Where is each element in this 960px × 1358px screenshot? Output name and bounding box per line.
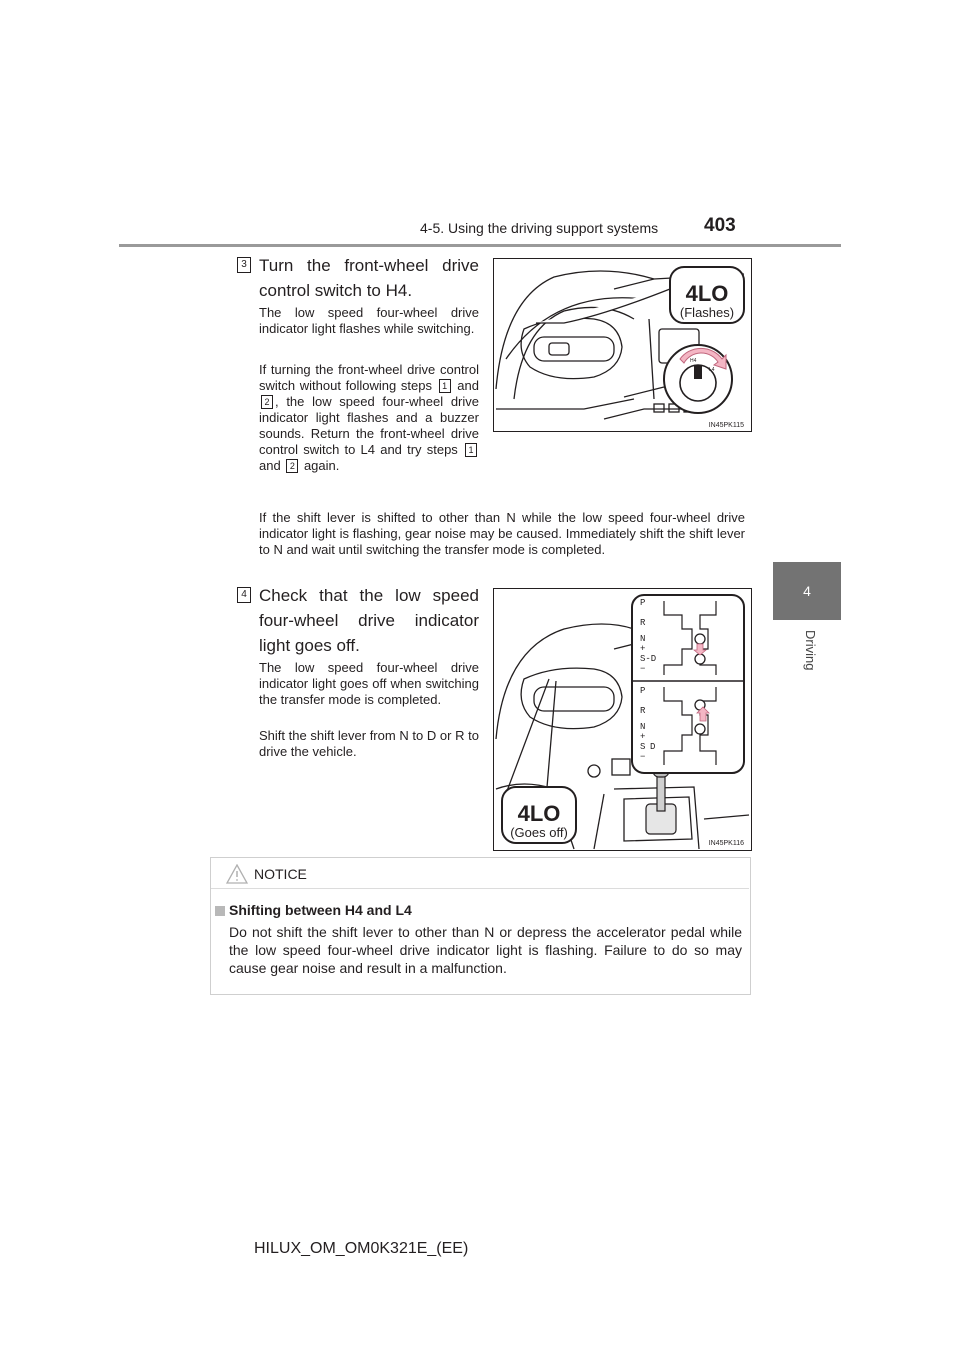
callout-4lo-goes-off: 4LO (517, 801, 561, 826)
gate-upper-p: P (640, 598, 646, 608)
gate-lower-p: P (640, 686, 646, 696)
and-word-b: and (259, 458, 281, 473)
dashboard-switch-illustration (494, 259, 751, 431)
section-title: 4-5. Using the driving support systems (420, 220, 659, 236)
notice-body: Do not shift the shift lever to other than N or depress the accelerator pedal while the low speed four-wheel drive indicator light is flashing. Failure to do so may cause gear noise and result in a malfunction. (229, 924, 742, 976)
step-3-note-2 (259, 362, 479, 474)
step-4-note-1: The low speed four-wheel drive indicator light goes off when switching the transfer mode is completed. (259, 660, 479, 707)
gate-lower-r: R (640, 706, 646, 716)
callout-goes-off-label: (Goes off) (510, 825, 568, 840)
callout-4lo-flashes: 4LO (685, 281, 729, 306)
step-3-note-2-c: again. (303, 458, 340, 473)
step-ref-1b: 1 (465, 443, 477, 457)
warning-triangle-icon (226, 864, 248, 889)
chapter-tab-label: Driving (803, 630, 818, 671)
footer-doc-code: HILUX_OM_OM0K321E_(EE) (254, 1240, 469, 1257)
header-divider (119, 244, 841, 247)
step-ref-1: 1 (439, 379, 451, 393)
step-4-note-2: Shift the shift lever from N to D or R to drive the vehicle. (259, 728, 479, 759)
shift-lever-illustration (494, 589, 751, 850)
step-ref-2b: 2 (286, 459, 298, 473)
figure-1-code: IN45PK115 (708, 422, 744, 429)
chapter-tab[interactable]: 4 (773, 562, 841, 620)
gate-upper-sd: S-D (640, 654, 657, 664)
step-4-title: Check that the low speed four-wheel drive indicator light goes off. (259, 586, 479, 655)
switch-label-l4: L4 (709, 367, 715, 373)
step-3-note-2-b: , the low speed four-wheel drive indicator light flashes and a buzzer sounds. Return the front-wheel drive control switch to L4 and try steps (259, 394, 479, 457)
gate-upper-plus: + (640, 644, 646, 654)
gate-lower-n: N (640, 722, 646, 732)
notice-subtitle: Shifting between H4 and L4 (229, 902, 412, 918)
step-ref-2: 2 (261, 395, 273, 409)
shift-gate-zoom (632, 595, 744, 773)
notice-divider (211, 888, 749, 889)
step-3-title: Turn the front-wheel drive control switch to H4. (259, 256, 479, 300)
callout-flashes-label: (Flashes) (679, 305, 735, 320)
step-3-marker: 3 (237, 257, 251, 273)
gate-upper-n: N (640, 634, 646, 644)
figure-dashboard-switch (493, 258, 752, 432)
step-3-note-2-a: If turning the front-wheel drive control switch without following steps (259, 362, 479, 393)
figure-2-code: IN45PK116 (708, 840, 744, 847)
and-word: and (457, 378, 479, 393)
step-3-note-3: If the shift lever is shifted to other than N while the low speed four-wheel drive indicator light is flashing, gear noise may be caused. Immediately shift the shift lever to N and wait until switching the transfer mode is completed. (259, 510, 745, 557)
gate-lower-minus: − (640, 752, 646, 762)
gate-lower-s: S (640, 742, 646, 752)
gate-upper-minus: − (640, 664, 646, 674)
page-number: 403 (704, 215, 736, 236)
gate-lower-plus: + (640, 732, 646, 742)
notice-title: NOTICE (254, 866, 307, 882)
gate-upper-r: R (640, 618, 646, 628)
step-3-note-1: The low speed four-wheel drive indicator light flashes while switching. (259, 305, 479, 336)
notice-bullet-square (215, 906, 225, 916)
switch-label-h4: H4 (690, 358, 697, 364)
figure-shift-lever (493, 588, 752, 851)
step-4-marker: 4 (237, 587, 251, 603)
gate-lower-d: D (650, 742, 656, 752)
